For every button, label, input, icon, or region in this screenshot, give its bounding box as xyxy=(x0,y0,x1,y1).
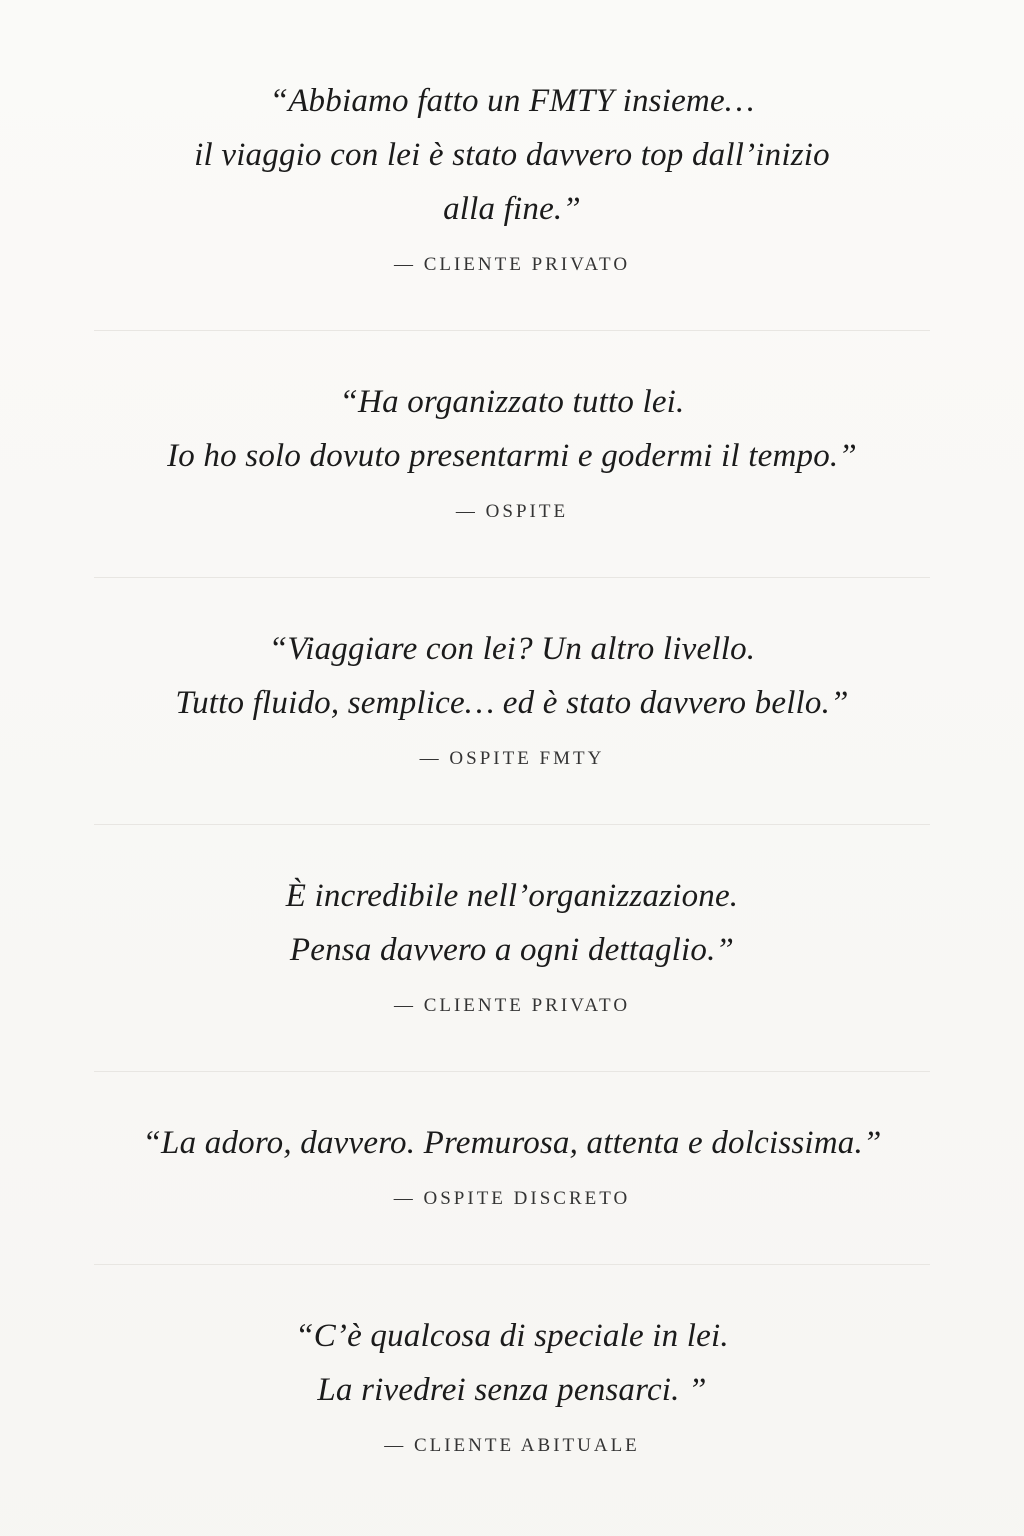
quote-line: “C’è qualcosa di speciale in lei. xyxy=(295,1318,729,1354)
quote-line: La rivedrei senza pensarci. ” xyxy=(317,1372,707,1408)
section-divider xyxy=(94,330,930,331)
section-divider xyxy=(94,1071,930,1072)
quote-line: “Viaggiare con lei? Un altro livello. xyxy=(268,631,756,667)
testimonial-3 xyxy=(0,622,1024,772)
quote-text xyxy=(0,622,1024,730)
quote-line: “La adoro, davvero. Premurosa, attenta e dolcissima.” xyxy=(142,1125,882,1161)
quote-attribution: — OSPITE DISCRETO xyxy=(393,1188,631,1209)
quote-attribution: — CLIENTE ABITUALE xyxy=(384,1435,640,1456)
quote-text xyxy=(0,74,1024,236)
quote-line: il viaggio con lei è stato davvero top dall’inizio xyxy=(194,137,830,173)
quote-text xyxy=(0,1116,1024,1170)
quote-line: “Abbiamo fatto un FMTY insieme… xyxy=(269,83,755,119)
section-divider xyxy=(94,577,930,578)
testimonial-4 xyxy=(0,869,1024,1019)
quote-line: Io ho solo dovuto presentarmi e godermi il tempo.” xyxy=(167,438,857,474)
quote-line: Tutto fluido, semplice… ed è stato davvero bello.” xyxy=(175,685,849,721)
quote-attribution: — OSPITE FMTY xyxy=(419,748,605,769)
quote-attribution: — CLIENTE PRIVATO xyxy=(393,254,631,275)
quote-line: alla fine.” xyxy=(443,191,581,227)
section-divider xyxy=(94,1264,930,1265)
quote-line: È incredibile nell’organizzazione. xyxy=(285,878,739,914)
testimonial-6 xyxy=(0,1309,1024,1459)
testimonial-5 xyxy=(0,1116,1024,1212)
quote-line: Pensa davvero a ogni dettaglio.” xyxy=(289,932,735,968)
section-divider xyxy=(94,824,930,825)
testimonial-1 xyxy=(0,74,1024,278)
quote-attribution: — OSPITE xyxy=(455,501,569,522)
quote-text xyxy=(0,869,1024,977)
testimonial-2 xyxy=(0,375,1024,525)
quote-attribution: — CLIENTE PRIVATO xyxy=(393,995,631,1016)
quote-text xyxy=(0,375,1024,483)
quote-text xyxy=(0,1309,1024,1417)
quote-line: “Ha organizzato tutto lei. xyxy=(339,384,685,420)
